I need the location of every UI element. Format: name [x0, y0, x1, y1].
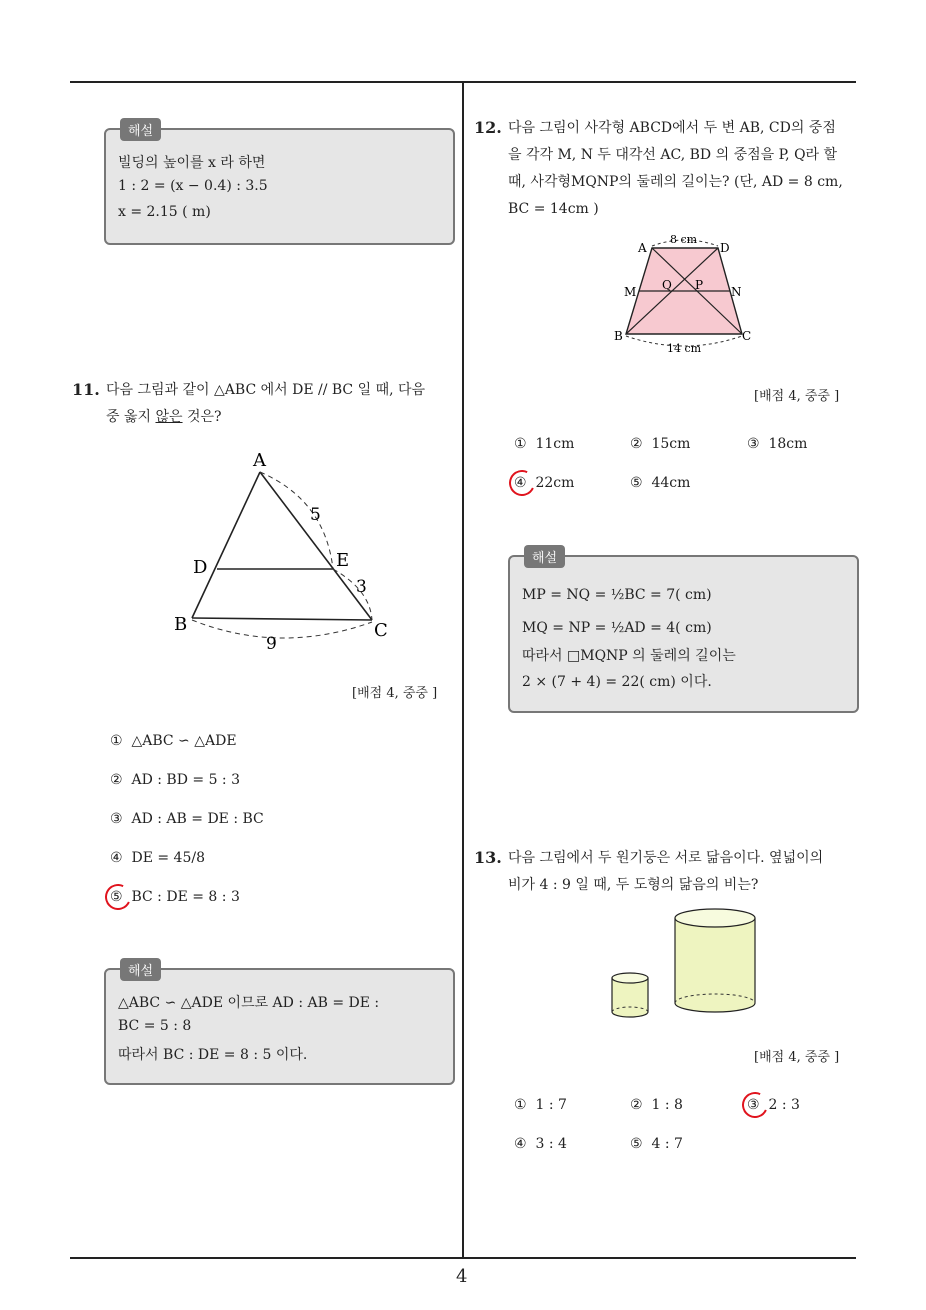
option-text: AD : AB = DE : BC: [131, 811, 264, 827]
question-line: 다음 그림에서 두 원기둥은 서로 닮음이다. 옆넓이의: [508, 850, 824, 866]
option-text: 18cm: [768, 436, 808, 452]
label-m: M: [624, 285, 637, 299]
solution-line: x = 2.15 ( m): [118, 204, 211, 220]
question-number: 12.: [474, 118, 502, 137]
label-bc-length: 9: [266, 634, 277, 654]
option-text: 11cm: [535, 436, 575, 452]
option-2[interactable]: [630, 436, 690, 452]
label-n: N: [731, 285, 742, 299]
label-d: D: [720, 241, 730, 255]
label-d: D: [193, 557, 208, 578]
solution-line: △ABC ∽ △ADE 이므로 AD : AB = DE :: [118, 995, 380, 1011]
question-line: 때, 사각형MQNP의 둘레의 길이는? (단, AD = 8 cm,: [508, 174, 843, 190]
option-text: 1 : 7: [535, 1097, 567, 1113]
column-divider: [462, 82, 464, 1258]
option-marker: ①: [514, 436, 527, 452]
large-cylinder: [675, 909, 755, 1012]
option-2[interactable]: [630, 1097, 683, 1113]
option-marker: ①: [514, 1097, 527, 1113]
trapezoid-figure: [610, 228, 770, 358]
solution-line: 따라서 □MQNP 의 둘레의 길이는: [522, 648, 736, 664]
page-number: 4: [456, 1266, 468, 1287]
option-3[interactable]: [110, 811, 264, 827]
question-number: 11.: [72, 380, 100, 399]
option-marker: ⑤: [630, 475, 643, 491]
option-marker: ③: [747, 436, 760, 452]
option-text: AD : BD = 5 : 3: [131, 772, 240, 788]
answer-mark: [738, 1088, 771, 1121]
small-cylinder: [612, 973, 648, 1017]
label-top-length: 8 cm: [670, 233, 698, 246]
question-line: 다음 그림이 사각형 ABCD에서 두 변 AB, CD의 중점: [508, 120, 836, 136]
answer-mark: [101, 880, 134, 913]
label-ec-length: 3: [356, 577, 367, 597]
solution-line: 빌딩의 높이를 x 라 하면: [118, 155, 266, 171]
option-text: 4 : 7: [651, 1136, 683, 1152]
option-1[interactable]: [514, 436, 574, 452]
arc-bc: [192, 620, 372, 638]
option-1[interactable]: [110, 733, 237, 749]
underlined-word: 않은: [155, 409, 183, 425]
option-marker: ④: [514, 475, 527, 491]
question-text: [106, 377, 456, 431]
option-2[interactable]: [110, 772, 240, 788]
question-line: 을 각각 M, N 두 대각선 AC, BD 의 중점을 P, Q라 할: [508, 147, 838, 163]
solution-box-q10: [104, 124, 455, 245]
label-bottom-length: 14 cm: [667, 342, 702, 355]
question-line: [106, 404, 456, 431]
solution-line: 2 × (7 + 4) = 22( cm) 이다.: [522, 674, 712, 690]
solution-tag: 해설: [524, 545, 565, 568]
cylinders-figure: [600, 900, 770, 1025]
option-5[interactable]: [630, 475, 690, 491]
label-ae-length: 5: [310, 505, 321, 525]
text-part: 것은?: [182, 409, 222, 425]
solution-line: BC = 5 : 8: [118, 1018, 192, 1034]
label-q: Q: [662, 278, 672, 292]
label-e: E: [336, 550, 350, 571]
option-marker: ②: [630, 1097, 643, 1113]
solution-tag: 해설: [120, 958, 161, 981]
option-1[interactable]: [514, 1097, 567, 1113]
option-text: BC : DE = 8 : 3: [131, 889, 240, 905]
option-marker: ⑤: [110, 889, 123, 905]
side-ac: [260, 472, 372, 620]
option-3[interactable]: [747, 436, 807, 452]
solution-line: 따라서 BC : DE = 8 : 5 이다.: [118, 1047, 308, 1063]
option-marker: ④: [514, 1136, 527, 1152]
label-p: P: [695, 278, 704, 292]
option-text: 15cm: [651, 436, 691, 452]
question-line: 비가 4 : 9 일 때, 두 도형의 닮음의 비는?: [508, 877, 759, 893]
option-text: DE = 45/8: [131, 850, 205, 866]
side-bc: [192, 618, 372, 620]
option-marker: ⑤: [630, 1136, 643, 1152]
side-ab: [192, 472, 260, 618]
label-c: C: [374, 620, 388, 641]
question-line: BC = 14cm ): [508, 201, 599, 217]
option-marker: ③: [747, 1097, 760, 1113]
solution-line: 1 : 2 = (x − 0.4) : 3.5: [118, 178, 268, 194]
option-text: 44cm: [651, 475, 691, 491]
solution-box-q12: [508, 551, 859, 713]
option-4[interactable]: [514, 1136, 567, 1152]
option-text: 1 : 8: [651, 1097, 683, 1113]
question-text: [508, 845, 860, 899]
text-part: 중 옳지: [106, 409, 156, 425]
option-marker: ①: [110, 733, 123, 749]
option-marker: ②: [630, 436, 643, 452]
label-b: B: [174, 614, 188, 635]
label-b: B: [614, 329, 623, 343]
option-marker: ②: [110, 772, 123, 788]
grade-label: [배점 4, 중중 ]: [352, 686, 438, 701]
question-line: 다음 그림과 같이 △ABC 에서 DE // BC 일 때, 다음: [106, 382, 426, 398]
solution-line: MP = NQ = ½BC = 7( cm): [522, 587, 712, 603]
solution-tag: 해설: [120, 118, 161, 141]
option-marker: ③: [110, 811, 123, 827]
option-text: △ABC ∽ △ADE: [131, 733, 237, 749]
question-text: [508, 115, 860, 223]
answer-mark: [505, 466, 538, 499]
grade-label: [배점 4, 중중 ]: [754, 389, 840, 404]
solution-line: MQ = NP = ½AD = 4( cm): [522, 620, 712, 636]
option-text: 3 : 4: [535, 1136, 567, 1152]
grade-label: [배점 4, 중중 ]: [754, 1050, 840, 1065]
solution-box-q11: [104, 964, 455, 1085]
question-number: 13.: [474, 848, 502, 867]
label-c: C: [742, 329, 752, 343]
label-a: A: [638, 241, 647, 255]
option-text: 2 : 3: [768, 1097, 800, 1113]
triangle-figure: [160, 440, 410, 660]
option-text: 22cm: [535, 475, 575, 491]
option-marker: ④: [110, 850, 123, 866]
option-5[interactable]: [630, 1136, 683, 1152]
option-4[interactable]: [110, 850, 205, 866]
label-a: A: [253, 450, 266, 471]
